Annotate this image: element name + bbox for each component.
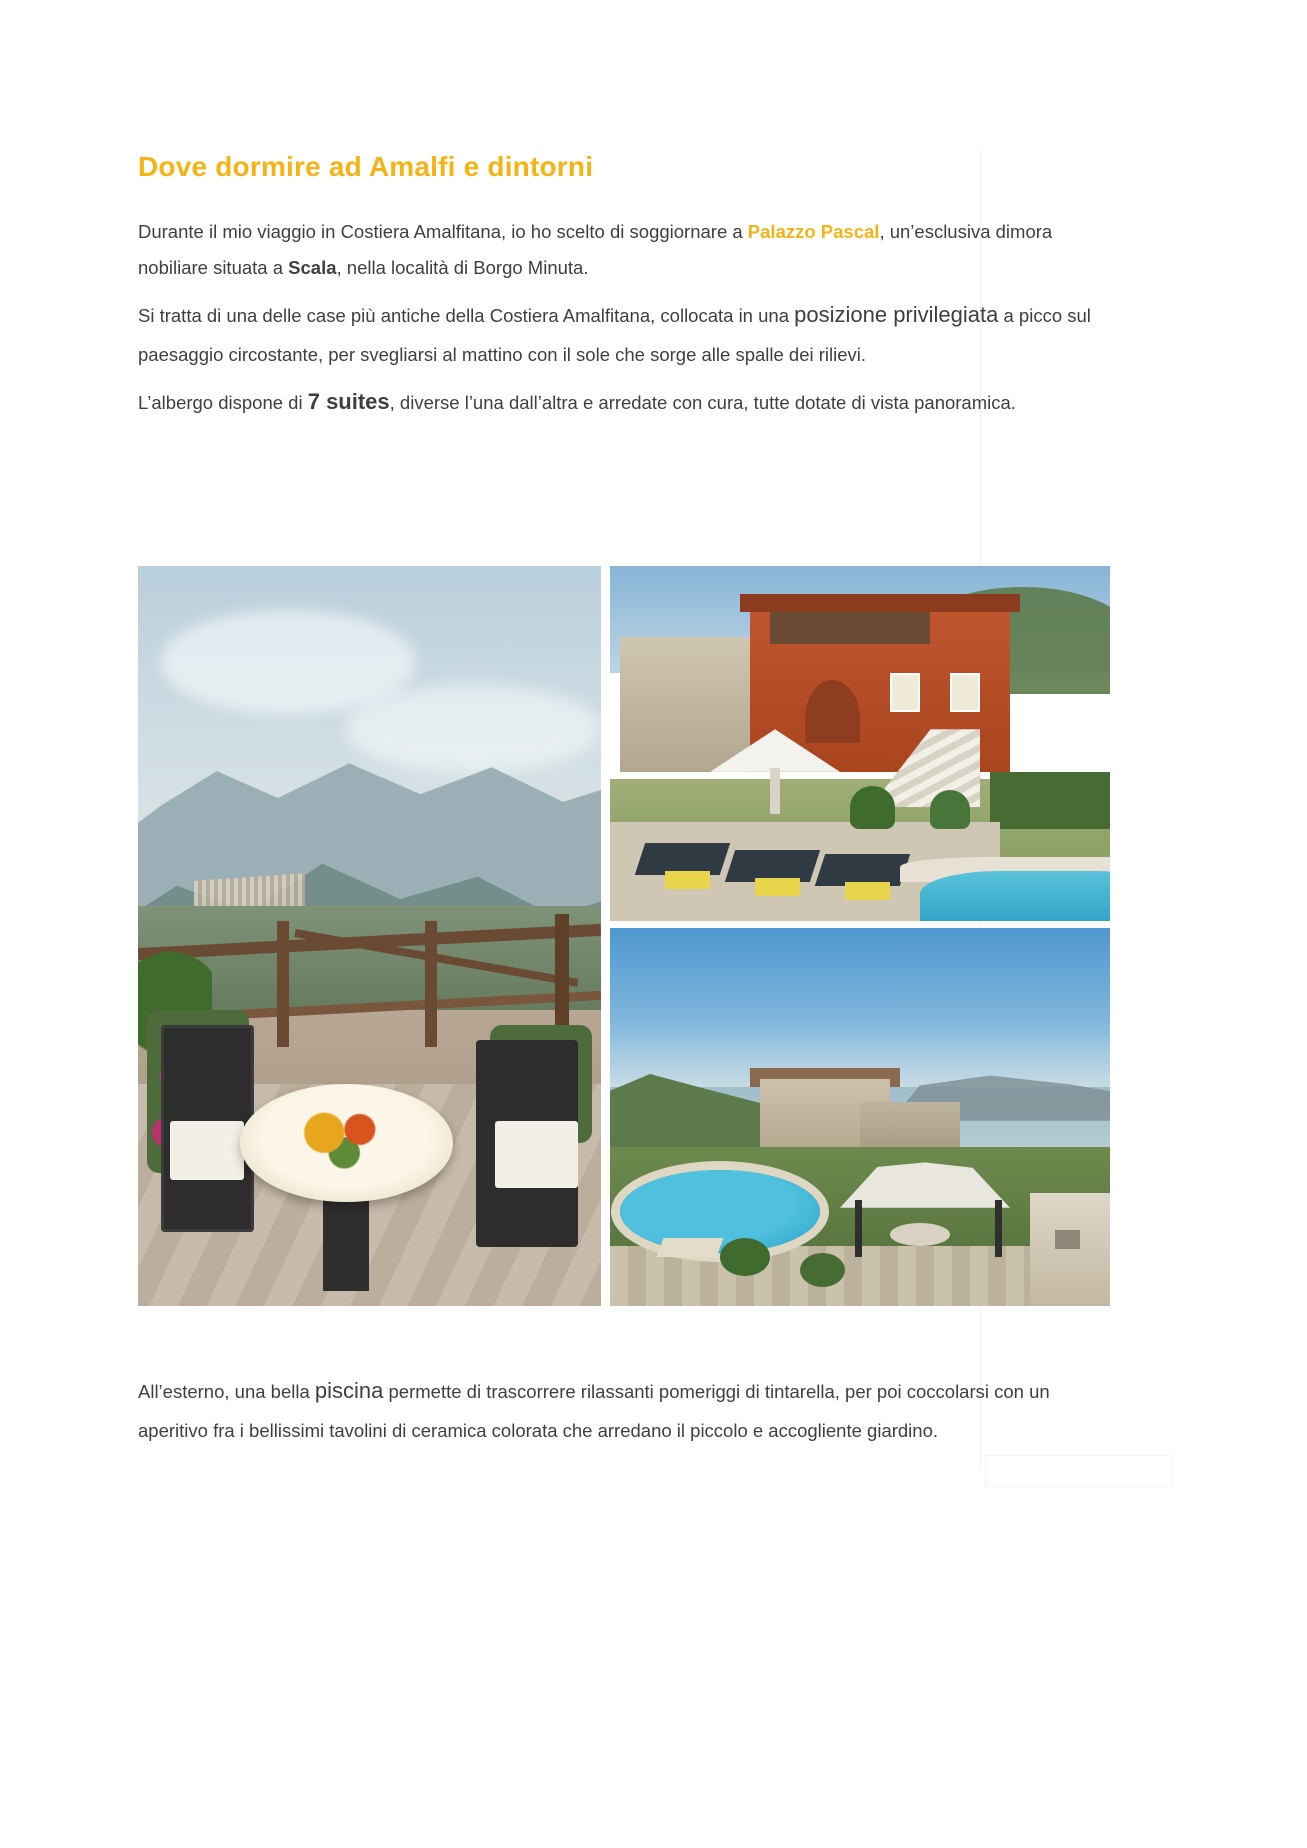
poolview-bush-2 — [800, 1253, 845, 1287]
document-closing — [138, 1370, 1108, 1451]
villa-window-1 — [890, 673, 920, 712]
paragraph-pool — [138, 1370, 1103, 1449]
villa-window-2 — [950, 673, 980, 712]
terrace-railing-post-1 — [277, 921, 289, 1047]
paragraph-intro-text-1: Durante il mio viaggio in Costiera Amalfitana, io ho scelto di soggiornare a — [138, 220, 748, 242]
photo-gallery — [138, 566, 1118, 1306]
paragraph-history-text-1: Si tratta di una delle case più antiche della Costiera Amalfitana, collocata in una — [138, 304, 795, 326]
villa-lounger-cushion-2 — [755, 878, 800, 896]
villa-roof — [740, 594, 1020, 612]
villa-left-building — [620, 637, 750, 772]
gallery-image-villa[interactable] — [610, 566, 1110, 921]
villa-potted-plant-2 — [930, 790, 970, 829]
villa-lounger-2 — [725, 850, 820, 882]
poolview-bush-1 — [720, 1238, 770, 1276]
gallery-image-terrace[interactable] — [138, 566, 601, 1306]
villa-lounger-cushion-1 — [665, 871, 710, 889]
page-artifact-box — [985, 1455, 1172, 1487]
posizione-privilegiata-emphasis: posizione privilegiata — [794, 301, 999, 327]
terrace-cloud-right — [346, 684, 601, 773]
villa-lounger-cushion-3 — [845, 882, 890, 900]
villa-umbrella-pole — [770, 768, 780, 814]
paragraph-pool-text-2: permette di trascorrere rilassanti pomeriggi di tintarella, per poi coccolarsi con un aperitivo fra i bellissimi tavolini di ceramica colorata che arredano il piccolo e accogliente giardino. — [138, 1381, 1050, 1441]
terrace-chair-right-cushion — [495, 1121, 578, 1188]
paragraph-intro — [138, 214, 1103, 286]
suites-count-emphasis: 7 suites — [307, 388, 390, 414]
poolview-gazebo-post-2 — [995, 1200, 1002, 1257]
terrace-chair-left-cushion — [170, 1121, 244, 1180]
scala-emphasis: Scala — [288, 256, 337, 278]
villa-loggia — [770, 612, 930, 644]
palazzo-pascal-link[interactable]: Palazzo Pascal — [747, 220, 880, 242]
villa-swimming-pool — [920, 871, 1110, 921]
paragraph-suites-text-1: L’albergo dispone di — [138, 391, 308, 413]
terrace-table-base — [323, 1188, 369, 1292]
poolview-lounger — [657, 1238, 724, 1257]
villa-lounger-3 — [815, 854, 910, 886]
villa-potted-plant-1 — [850, 786, 895, 829]
poolview-right-building-window — [1055, 1230, 1080, 1249]
villa-hedge — [990, 772, 1110, 829]
page-title: Dove dormire ad Amalfi e dintorni — [138, 151, 594, 182]
gallery-image-pool-view[interactable] — [610, 928, 1110, 1306]
poolview-right-building — [1030, 1193, 1110, 1306]
poolview-garden-table — [890, 1223, 950, 1246]
paragraph-history-text-2: a picco sul paesaggio circostante, per svegliarsi al mattino con il sole che sorge alle spalle dei rilievi. — [138, 304, 1091, 365]
paragraph-suites-text-2: , diverse l’una dall’altra e arredate con cura, tutte dotate di vista panoramica. — [389, 391, 1016, 413]
villa-lounger-1 — [635, 843, 730, 875]
piscina-emphasis: piscina — [314, 1378, 384, 1403]
terrace-railing-post-2 — [425, 921, 437, 1047]
paragraph-intro-text-3: , nella località di Borgo Minuta. — [336, 256, 589, 278]
paragraph-suites — [138, 381, 1103, 424]
terrace-table-decoration — [291, 1106, 402, 1173]
paragraph-history — [138, 294, 1103, 373]
paragraph-pool-text-1: All’esterno, una bella — [138, 1381, 315, 1402]
document-content — [138, 150, 1108, 426]
poolview-gazebo-post-1 — [855, 1200, 862, 1257]
paragraph-intro-text-2: , un’esclusiva dimora nobiliare situata a — [138, 220, 1053, 278]
